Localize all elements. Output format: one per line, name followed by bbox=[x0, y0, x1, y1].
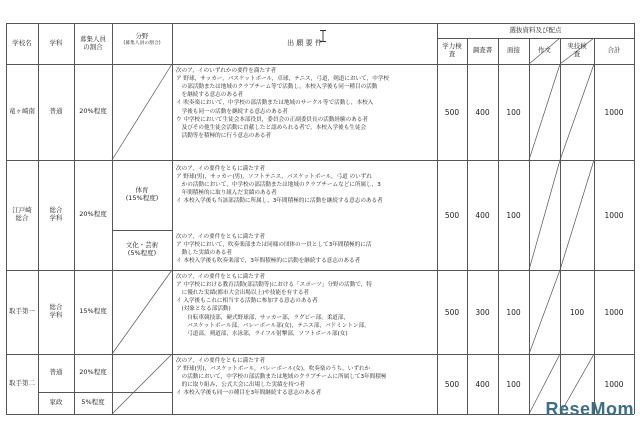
field-share: (15%程度) bbox=[125, 194, 159, 202]
req-line: イ 入学後もこれに相当する活動に参加する意志のある者 bbox=[176, 298, 318, 305]
row4-quota-2: 5%程度 bbox=[81, 398, 105, 407]
req-line: ア 野球，サッカー，バスケットボール，卓球，テニス，弓道，剣道において，中学校 bbox=[176, 76, 389, 83]
header-field-sub: (募集人員の割合) bbox=[123, 40, 161, 46]
req-line: 学後も同一の活動を継続する意志のある者 bbox=[176, 108, 288, 115]
row2-score-interview: 100 bbox=[506, 210, 521, 220]
header-practical: 実技検査 bbox=[567, 42, 587, 58]
row2-school: 江戸崎総合 bbox=[12, 206, 32, 222]
row2-requirements-arts bbox=[176, 233, 435, 265]
row1-school: 竜ヶ崎南 bbox=[9, 107, 35, 116]
row2-field-sports bbox=[112, 160, 172, 230]
req-line: を継続する意志のある者 bbox=[176, 92, 244, 99]
req-line: に優れた実績(都市大会出場以上)や技能を有する者 bbox=[176, 290, 310, 297]
req-line: イ 吹奏楽において，中学校の部活動または地域のサークル等で活動し，本校入 bbox=[176, 100, 374, 107]
req-line: イ 本校入学後も当該部活動に所属し，3年間積極的に活動を継続する意志のある者 bbox=[176, 198, 383, 205]
row4-score-interview: 100 bbox=[506, 379, 521, 389]
row1-score-academic: 500 bbox=[444, 107, 460, 117]
row3-quota: 15%程度 bbox=[79, 307, 107, 316]
header-field-label: 分野 bbox=[135, 32, 149, 40]
header-field bbox=[112, 23, 172, 64]
header-essay: 作文 bbox=[538, 46, 551, 55]
req-line: ア 野球(男)，バスケットボール，バレーボール(女)，吹奏楽のうち，いずれか bbox=[176, 366, 371, 373]
resemom-logo: ReseMom bbox=[545, 399, 634, 419]
row3-score-interview: 100 bbox=[506, 307, 521, 317]
req-line: 的に取り組み，公式大会に出場した実績を持つ者 bbox=[176, 382, 305, 389]
row2-score-total: 1000 bbox=[604, 210, 624, 220]
req-line: 弓道部，剣道部，水泳部，ライフル射撃部，ソフトボール部(女) bbox=[176, 330, 348, 337]
header-dept: 学科 bbox=[49, 38, 63, 47]
row2-score-academic: 500 bbox=[444, 210, 460, 220]
header-quota bbox=[74, 23, 112, 64]
req-line: かの活動において，中学校の部活動または地域のクラブチームなどに所属し，3 bbox=[176, 182, 381, 189]
req-line: 次のア，イの要件をともに満たす者 bbox=[176, 358, 266, 364]
req-line: 次のア，イの要件をともに満たす者 bbox=[176, 234, 266, 240]
field-share: (5%程度) bbox=[127, 249, 157, 257]
req-line: 次のア，イのいずれかの要件を満たす者 bbox=[176, 68, 277, 74]
header-academic-test: 学力検査 bbox=[442, 42, 462, 58]
row1-quota: 20%程度 bbox=[79, 107, 107, 116]
req-line: の部活動または地域のクラブチーム等で活動し，本校入学後も同一種目の活動 bbox=[176, 84, 378, 91]
req-line: イ 本校入学後も吹奏楽部で，3年間積極的に活動を継続する意志のある者 bbox=[176, 258, 361, 265]
header-materials: 選抜資料及び配点 bbox=[509, 25, 562, 34]
req-line: 自転車競技部，硬式野球部，サッカー部，ラグビー部，柔道部， bbox=[176, 314, 350, 321]
row4-school: 取手第二 bbox=[9, 379, 35, 388]
text-cursor-icon bbox=[320, 30, 326, 42]
header-quota-line2: の割合 bbox=[83, 42, 103, 51]
row1-score-report: 400 bbox=[475, 107, 490, 117]
row4-score-academic: 500 bbox=[444, 379, 460, 389]
header-requirements: 出 願 要 件 bbox=[287, 39, 322, 48]
req-line: ウ 中学校において生徒会本部役員，委員会の正副委員長の活動経験のある者 bbox=[176, 116, 368, 123]
req-line: バスケットボール部，バレーボール部(女)，テニス部，バドミントン部， bbox=[176, 322, 370, 329]
header-total: 合計 bbox=[607, 46, 621, 55]
req-line: 活動等を積極的に行う意志のある者 bbox=[176, 132, 272, 139]
row3-score-academic: 500 bbox=[444, 307, 460, 317]
row3-score-report: 300 bbox=[475, 307, 490, 317]
req-line: ア 中学校における教育活動(部活動等)における「スポーツ」分野の活動で，特 bbox=[176, 282, 372, 289]
row4-score-report: 400 bbox=[475, 379, 490, 389]
row4-dept-2: 家政 bbox=[49, 398, 63, 407]
req-line: ア 中学校において，吹奏楽部または同様の団体の一員として3年間積極的に活 bbox=[176, 242, 372, 249]
field-name: 体育 bbox=[135, 186, 149, 195]
header-report: 調査書 bbox=[472, 46, 493, 55]
row4-dept-1: 普通 bbox=[49, 368, 63, 377]
row3-score-total: 1000 bbox=[604, 307, 624, 317]
row2-field-arts bbox=[112, 230, 172, 270]
row2-dept: 総合学科 bbox=[49, 206, 63, 222]
row3-dept: 総合学科 bbox=[49, 303, 63, 319]
row1-requirements bbox=[176, 67, 435, 140]
req-line: イ 本校入学後も同一の種目を3年間継続する意志のある者 bbox=[176, 390, 322, 397]
header-quota-line1: 募集人員 bbox=[80, 34, 106, 43]
field-name: 文化・芸術 bbox=[125, 241, 159, 250]
req-line: 次のア，イの要件をともに満たす者 bbox=[176, 166, 266, 172]
req-line: の活動において，中学校の部活動または地域のクラブチームに所属して3年間積極 bbox=[176, 374, 387, 381]
row3-school: 取手第一 bbox=[9, 307, 35, 316]
req-line: 次のア，イの要件をともに満たす者 bbox=[176, 274, 266, 280]
row1-dept: 普通 bbox=[49, 107, 63, 116]
req-line: 年間積極的に取り組んだ実績のある者 bbox=[176, 190, 277, 197]
row3-score-practical: 100 bbox=[569, 307, 585, 317]
row4-quota-1: 20%程度 bbox=[79, 368, 107, 377]
row4-requirements bbox=[176, 357, 435, 398]
req-line: ア 野球(男)，サッカー(男)，ソフトテニス，バスケットボール，弓道 のいずれ bbox=[176, 174, 372, 181]
row2-quota: 20%程度 bbox=[79, 210, 107, 219]
row1-score-total: 1000 bbox=[604, 107, 624, 117]
row2-score-report: 400 bbox=[475, 210, 490, 220]
req-line: (対象となる部活動) bbox=[176, 306, 231, 313]
row4-score-total: 1000 bbox=[604, 379, 624, 389]
row2-requirements-sports bbox=[176, 165, 435, 206]
row3-requirements bbox=[176, 273, 435, 338]
req-line: 動した実績のある者 bbox=[176, 250, 232, 257]
row1-score-interview: 100 bbox=[506, 107, 521, 117]
header-interview: 面接 bbox=[507, 46, 520, 55]
req-line: 及びその他生徒会活動に貢献したと認められる者で，本校入学後も生徒会 bbox=[176, 124, 367, 131]
header-school: 学校名 bbox=[12, 38, 32, 47]
